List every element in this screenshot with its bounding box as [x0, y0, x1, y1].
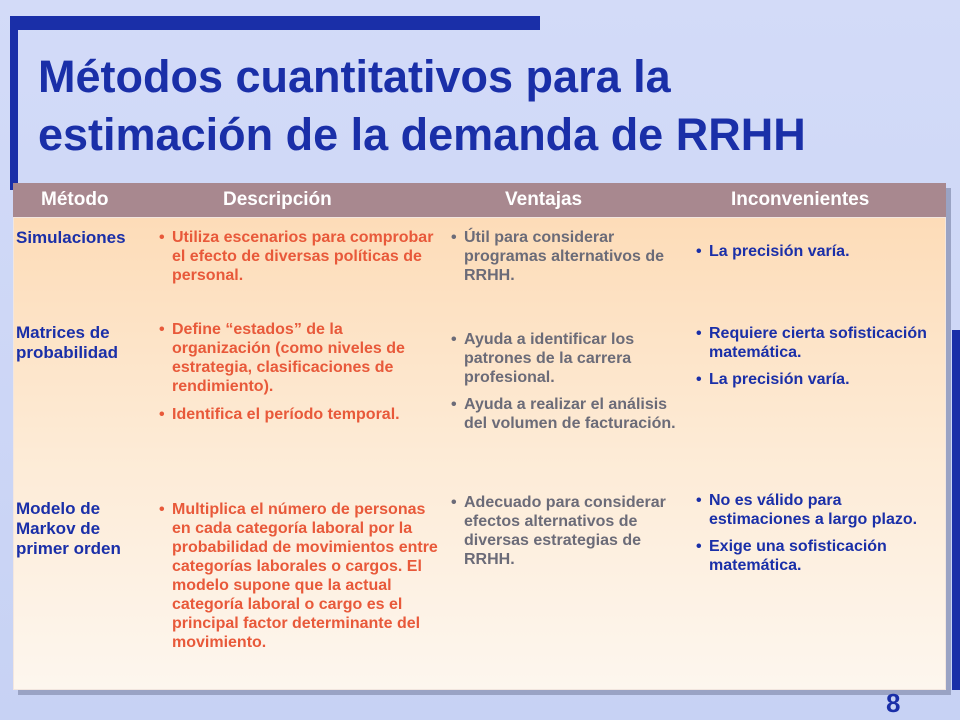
row-2-description-item-2: • Identifica el período temporal.	[159, 405, 444, 424]
row-1-advantages	[451, 228, 686, 285]
row-2-advantage-item-1: • Ayuda a identificar los patrones de la carrera profesional.	[451, 330, 686, 387]
row-2-disadvantage-item-2: • La precisión varía.	[696, 370, 941, 389]
row-3-disadvantage-item-2: • Exige una sofisticación matemática.	[696, 537, 941, 575]
table-body	[13, 217, 946, 690]
header-disadvantages: Inconvenientes	[731, 189, 870, 210]
row-2-advantages	[451, 330, 686, 433]
page-number: 8	[886, 688, 901, 718]
decorative-left-bar	[10, 30, 18, 190]
row-3-description-item: • Multiplica el número de personas en cada categoría laboral por la probabilidad de movimientos entre categorías laborales o cargos. El modelo supone que la actual categoría laboral o cargo es el principal factor determinante del movimiento.	[159, 500, 444, 652]
header-description: Descripción	[223, 189, 332, 210]
row-1-description-item: • Utiliza escenarios para comprobar el efecto de diversas políticas de personal.	[159, 228, 444, 285]
row-3-disadvantages	[696, 491, 941, 575]
row-2-disadvantages	[696, 324, 941, 389]
slide-title: Métodos cuantitativos para la estimación de la demanda de RRHH	[38, 51, 806, 160]
row-3-advantages	[451, 493, 686, 569]
row-1-method: Simulaciones	[16, 228, 126, 247]
row-1-advantage-item: • Útil para considerar programas alternativos de RRHH.	[451, 228, 686, 285]
decorative-right-bar	[952, 330, 960, 690]
row-1-description	[159, 228, 444, 285]
row-2-description	[159, 320, 444, 424]
row-3-method: Modelo de Markov de primer orden	[16, 499, 121, 558]
header-method: Método	[41, 189, 109, 210]
row-2-method: Matrices de probabilidad	[16, 323, 118, 362]
row-2-advantage-item-2: • Ayuda a realizar el análisis del volumen de facturación.	[451, 395, 686, 433]
row-1-disadvantage-item: • La precisión varía.	[696, 242, 941, 261]
methods-table	[13, 183, 946, 690]
row-3-disadvantage-item-1: • No es válido para estimaciones a largo plazo.	[696, 491, 941, 529]
row-2-disadvantage-item-1: • Requiere cierta sofisticación matemática.	[696, 324, 941, 362]
header-advantages: Ventajas	[505, 189, 583, 210]
row-2-description-item-1: • Define “estados” de la organización (como niveles de estrategia, clasificaciones de rendimiento).	[159, 320, 444, 396]
row-3-advantage-item: • Adecuado para considerar efectos alternativos de diversas estrategias de RRHH.	[451, 493, 686, 569]
row-3-description	[159, 500, 444, 652]
row-1-disadvantages	[696, 242, 941, 261]
decorative-top-bar	[10, 16, 540, 30]
table-header	[13, 183, 946, 217]
